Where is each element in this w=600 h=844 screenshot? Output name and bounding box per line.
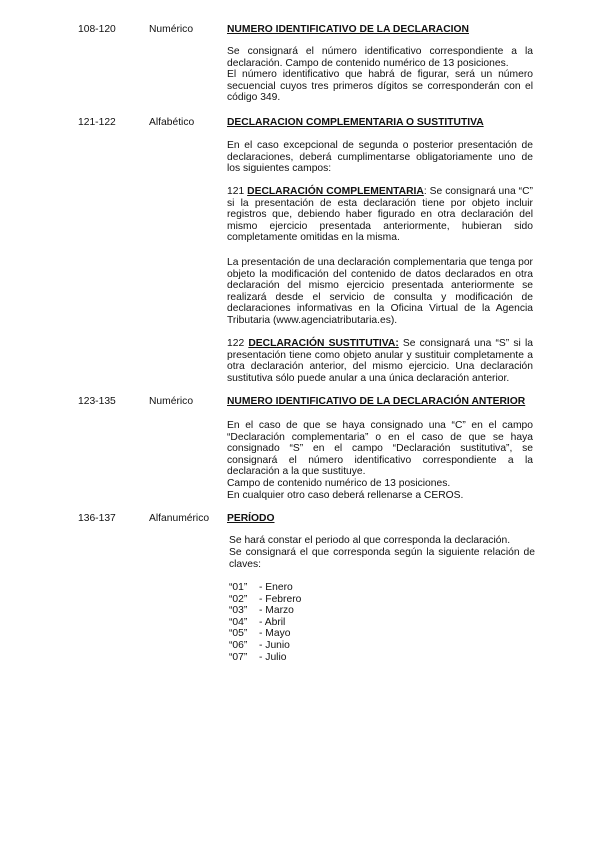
field-title: DECLARACION COMPLEMENTARIA O SUSTITUTIVA [227, 117, 484, 128]
field-positions: 108-120 [78, 24, 116, 35]
complementaria-paragraph [227, 186, 533, 244]
period-code: “01” [229, 582, 248, 593]
field-positions: 121-122 [78, 117, 116, 128]
list-item [229, 628, 301, 640]
complementaria-number: 121 [227, 186, 245, 197]
field-description: Se consignará el número identificativo correspondiente a la declaración. Campo de contenido numérico de 13 posiciones. [227, 46, 533, 69]
field-intro: En el caso excepcional de segunda o posterior presentación de declaraciones, deberá cumplimentarse obligatoriamente uno de los siguientes campos: [227, 140, 533, 175]
field-type: Alfanumérico [149, 513, 210, 524]
complementaria-note: La presentación de una declaración complementaria que tenga por objeto la modificación del contenido de datos declarados en otra declaración del mismo ejercicio presentada anteriormente se realizará desde el servicio de consulta y modificación de declaraciones informativas en la Oficina Virtual de la Agencia Tributaria (www.agenciatributaria.es). [227, 257, 533, 326]
field-title: NUMERO IDENTIFICATIVO DE LA DECLARACION [227, 24, 469, 35]
field-type: Alfabético [149, 117, 195, 128]
list-item [229, 640, 301, 652]
period-label: - Mayo [259, 628, 291, 640]
field-title: NUMERO IDENTIFICATIVO DE LA DECLARACIÓN ANTERIOR [227, 396, 526, 407]
field-type: Numérico [149, 24, 194, 35]
sustitutiva-number: 122 [227, 338, 245, 349]
note-line: En cualquier otro caso deberá rellenarse a CEROS. [227, 489, 464, 501]
period-label: - Febrero [259, 593, 302, 605]
field-description: El número identificativo que habrá de figurar, será un número secuencial cuyos tres primeros dígitos se corresponderán con el código 349. [227, 69, 533, 104]
period-label: - Abril [259, 616, 286, 628]
period-codes-list [229, 582, 301, 663]
list-item [229, 594, 301, 606]
period-code: “04” [229, 616, 248, 628]
period-label: - Junio [259, 639, 290, 651]
field-positions: 136-137 [78, 513, 116, 524]
complementaria-label: DECLARACIÓN COMPLEMENTARIA [247, 186, 424, 197]
period-code: “07” [229, 651, 248, 663]
period-label: - Julio [259, 651, 287, 663]
sustitutiva-text: Se consignará una “S” si la presentación tiene como objeto anular y sustituir completamente a otra declaración anterior, del mismo ejercicio. Una declaración sustitutiva sólo puede anular a una única declaración anterior. [227, 338, 533, 384]
list-item [229, 605, 301, 617]
list-item [229, 582, 301, 594]
period-code: “05” [229, 628, 248, 640]
period-code: “06” [229, 639, 248, 651]
list-item [229, 652, 301, 664]
field-description: Se hará constar el periodo al que corresponda la declaración. [229, 535, 511, 546]
period-label: - Enero [259, 582, 293, 593]
field-type: Numérico [149, 396, 194, 407]
field-positions: 123-135 [78, 396, 116, 407]
note-line: Campo de contenido numérico de 13 posiciones. [227, 478, 451, 489]
complementaria-text: : Se consignará una “C” si la presentación de esta declaración tiene por objeto incluir registros que, debiendo haber figurado en otra declaración del mismo ejercicio presentada anteriormente, hubieran sido completamente omitidas en la misma. [227, 186, 533, 244]
period-label: - Marzo [259, 605, 294, 617]
field-description: En el caso de que se haya consignado una “C” en el campo “Declaración complementaria” o en el caso de que se haya consignado “S” en el campo “Declaración sustitutiva”, se consignará el número identificativo correspondiente a la declaración a la que sustituye. [227, 420, 533, 478]
sustitutiva-paragraph [227, 338, 533, 384]
field-title: PERÍODO [227, 513, 275, 524]
field-notes [227, 478, 533, 501]
sustitutiva-label: DECLARACIÓN SUSTITUTIVA: [248, 338, 399, 349]
period-code: “03” [229, 605, 248, 617]
period-code: “02” [229, 593, 248, 605]
field-description: Se consignará el que corresponda según la siguiente relación de claves: [229, 547, 535, 570]
list-item [229, 617, 301, 629]
